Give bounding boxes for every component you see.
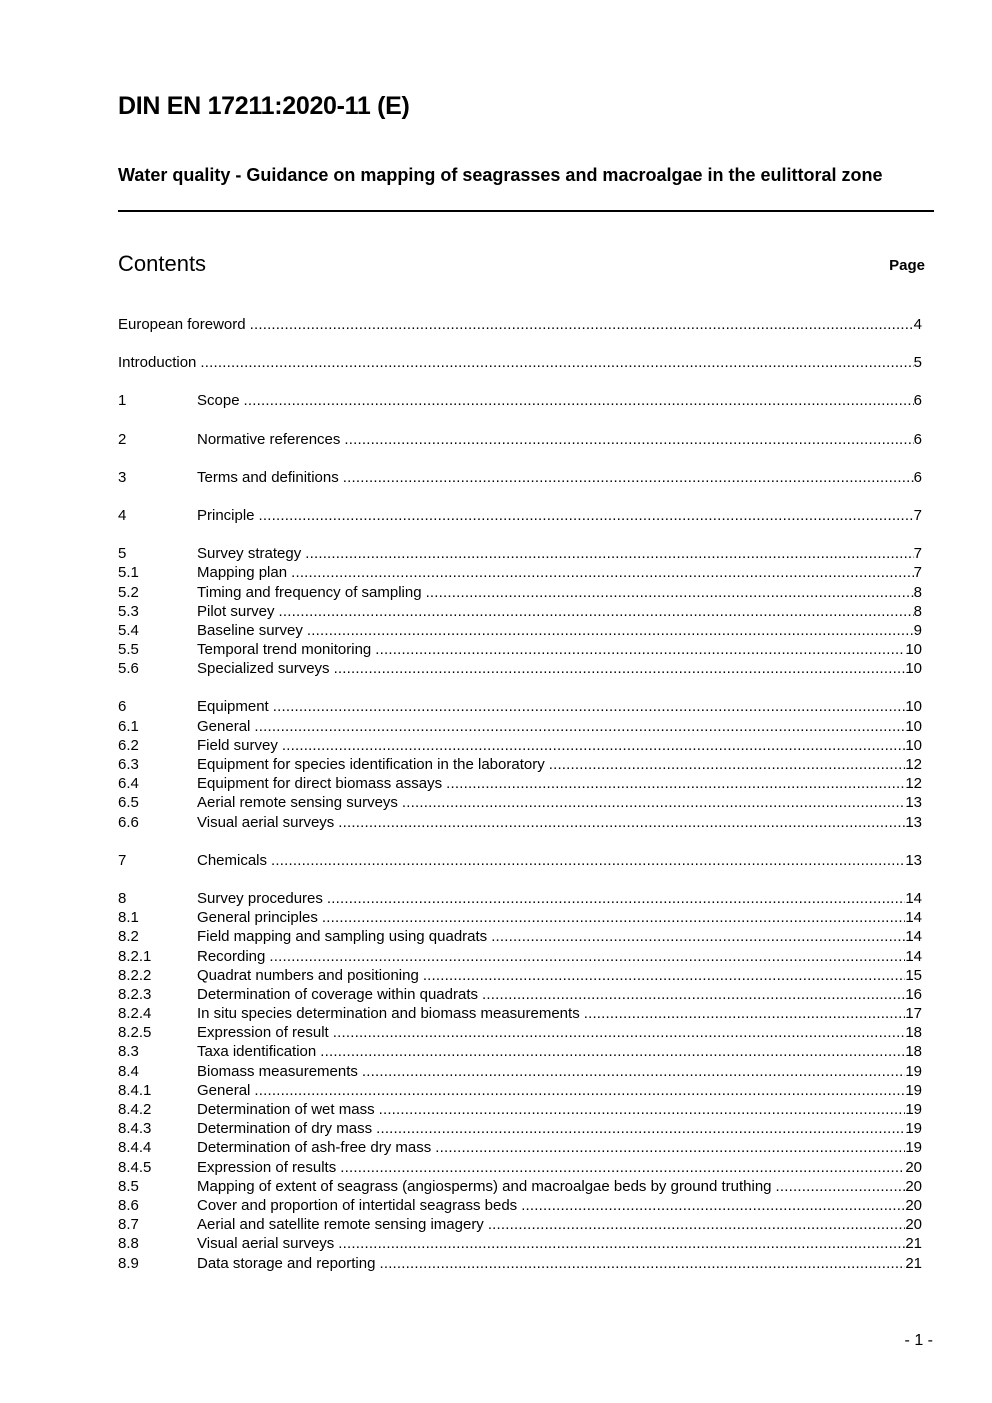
toc-dot-leader: [521, 1196, 905, 1215]
toc-entry-page: 7: [913, 564, 922, 582]
toc-entry-label: Determination of wet mass: [197, 1101, 375, 1118]
toc-dot-leader: [333, 1023, 906, 1042]
toc-entry-label: Taxa identification: [197, 1043, 317, 1061]
toc-entry-number: 8.2.5: [118, 1024, 152, 1042]
toc-entry-number: 8.4.2: [118, 1101, 152, 1118]
toc-entry[interactable]: [118, 755, 922, 774]
toc-entry-label: Equipment for species identification in the laboratory: [197, 756, 545, 773]
toc-entry-page: 4: [913, 316, 922, 333]
toc-dot-leader: [305, 544, 913, 563]
toc-entry-page: 19: [905, 1139, 922, 1157]
toc-entry[interactable]: [118, 717, 922, 736]
toc-entry-label: Aerial and satellite remote sensing imagery: [197, 1216, 484, 1234]
toc-entry-number: 5.1: [118, 564, 139, 582]
toc-entry[interactable]: [118, 1004, 922, 1023]
toc-entry[interactable]: [118, 1138, 922, 1157]
toc-dot-leader: [307, 621, 914, 640]
toc-entry-number: 8: [118, 889, 127, 907]
toc-entry[interactable]: [118, 889, 922, 908]
toc-entry-label: Temporal trend monitoring: [197, 641, 372, 659]
toc-entry-page: 10: [905, 660, 922, 678]
toc-entry[interactable]: [118, 506, 922, 525]
toc-entry-number: 5.4: [118, 621, 139, 639]
toc-entry-page: 10: [905, 698, 922, 716]
toc-entry[interactable]: [118, 544, 922, 563]
toc-entry-page: 19: [905, 1081, 922, 1099]
toc-entry-page: 9: [913, 621, 922, 639]
toc-dot-leader: [322, 908, 905, 927]
contents-heading: Contents: [118, 251, 207, 276]
toc-entry-number: 4: [118, 506, 127, 524]
toc-entry-number: 6.1: [118, 717, 139, 735]
toc-entry-label: Equipment: [197, 698, 269, 716]
toc-entry-page: 13: [905, 851, 922, 869]
toc-entry-label: Visual aerial surveys: [197, 1235, 335, 1253]
toc-entry[interactable]: [118, 315, 922, 334]
toc-entry[interactable]: [118, 774, 922, 793]
toc-entry[interactable]: [118, 1081, 922, 1100]
toc-entry-label: Pilot survey: [197, 602, 275, 620]
toc-entry-number: 8.5: [118, 1177, 139, 1195]
toc-dot-leader: [334, 659, 906, 678]
toc-entry-page: 16: [905, 985, 922, 1003]
toc-entry-number: 6.4: [118, 775, 139, 793]
toc-entry[interactable]: [118, 1254, 922, 1273]
toc-entry-label: Visual aerial surveys: [197, 813, 335, 831]
toc-entry-label: Cover and proportion of intertidal seagrass beds: [197, 1196, 518, 1214]
toc-entry-number: 5.2: [118, 583, 139, 601]
toc-dot-leader: [338, 1234, 905, 1253]
toc-entry-number: 6.2: [118, 736, 139, 754]
toc-entry-label: Chemicals: [197, 851, 268, 869]
toc-dot-leader: [254, 1081, 905, 1100]
toc-entry-number: 5.6: [118, 660, 139, 678]
toc-dot-leader: [327, 889, 905, 908]
toc-entry-label: General: [197, 1081, 251, 1099]
toc-dot-leader: [402, 793, 905, 812]
page-number: - 1 -: [904, 1332, 933, 1349]
toc-entry-label: General: [197, 717, 251, 735]
toc-dot-leader: [200, 353, 913, 372]
toc-entry-number: 8.2.2: [118, 966, 152, 984]
toc-entry-page: 20: [905, 1158, 922, 1176]
document-title: DIN EN 17211:2020-11 (E): [118, 92, 410, 120]
toc-entry[interactable]: [118, 1234, 922, 1253]
toc-entry-label: Specialized surveys: [197, 660, 330, 678]
toc-entry-number: 6: [118, 698, 127, 716]
toc-entry[interactable]: [118, 563, 922, 582]
toc-entry-page: 14: [905, 947, 922, 965]
toc-entry[interactable]: [118, 1119, 922, 1138]
toc-entry-page: 7: [913, 506, 922, 524]
toc-entry-label: In situ species determination and biomass measurements: [197, 1005, 580, 1023]
toc-entry-label: Recording: [197, 947, 266, 965]
toc-entry-label: European foreword: [118, 316, 246, 333]
toc-entry[interactable]: [118, 1062, 922, 1081]
toc-entry-page: 17: [905, 1005, 922, 1023]
toc-dot-leader: [259, 506, 914, 525]
toc-entry[interactable]: [118, 659, 922, 678]
toc-entry-label: Scope: [197, 392, 240, 410]
toc-entry-label: Quadrat numbers and positioning: [197, 966, 419, 984]
toc-entry-label: Terms and definitions: [197, 468, 339, 486]
toc-entry-number: 8.3: [118, 1043, 139, 1061]
toc-entry-page: 6: [913, 430, 922, 448]
toc-entry-page: 13: [905, 813, 922, 831]
toc-entry-label: Survey strategy: [197, 545, 302, 563]
toc-dot-leader: [282, 736, 905, 755]
toc-entry[interactable]: [118, 602, 922, 621]
toc-entry-number: 8.7: [118, 1216, 139, 1234]
toc-entry-number: 8.8: [118, 1235, 139, 1253]
toc-entry[interactable]: [118, 908, 922, 927]
toc-entry-number: 8.2.1: [118, 947, 152, 965]
toc-dot-leader: [344, 430, 913, 449]
toc-entry-number: 8.4.1: [118, 1081, 152, 1099]
toc-dot-leader: [244, 391, 914, 410]
toc-entry-page: 19: [905, 1120, 922, 1138]
toc-dot-leader: [375, 640, 905, 659]
toc-entry[interactable]: [118, 640, 922, 659]
toc-dot-leader: [776, 1177, 906, 1196]
toc-dot-leader: [488, 1215, 906, 1234]
toc-entry-label: Expression of result: [197, 1024, 329, 1042]
toc-dot-leader: [362, 1062, 905, 1081]
toc-entry-number: 5: [118, 545, 127, 563]
toc-entry-label: Determination of dry mass: [197, 1120, 373, 1138]
toc-entry-page: 15: [905, 966, 922, 984]
toc-dot-leader: [340, 1158, 905, 1177]
toc-dot-leader: [320, 1042, 905, 1061]
toc-dot-leader: [250, 315, 914, 334]
toc-entry-page: 21: [905, 1235, 922, 1253]
toc-entry-page: 6: [913, 392, 922, 410]
toc-entry-page: 10: [905, 641, 922, 659]
toc-entry-number: 6.3: [118, 756, 139, 773]
toc-entry-page: 13: [905, 794, 922, 812]
toc-entry-page: 14: [905, 909, 922, 927]
toc-entry[interactable]: [118, 1196, 922, 1215]
toc-entry-label: Field survey: [197, 736, 278, 754]
toc-entry-label: Expression of results: [197, 1158, 337, 1176]
toc-entry[interactable]: [118, 353, 922, 372]
toc-dot-leader: [279, 602, 914, 621]
toc-entry-page: 8: [913, 602, 922, 620]
toc-entry-label: General principles: [197, 909, 318, 927]
toc-entry[interactable]: [118, 1215, 922, 1234]
toc-entry-page: 19: [905, 1101, 922, 1118]
toc-dot-leader: [446, 774, 905, 793]
toc-entry-number: 5.5: [118, 641, 139, 659]
toc-entry-page: 18: [905, 1043, 922, 1061]
toc-entry-number: 6.6: [118, 813, 139, 831]
toc-entry-label: Aerial remote sensing surveys: [197, 794, 398, 812]
toc-dot-leader: [379, 1100, 906, 1119]
toc-entry-page: 21: [905, 1254, 922, 1272]
document-subtitle: Water quality - Guidance on mapping of seagrasses and macroalgae in the eulittoral zone: [118, 165, 883, 185]
toc-entry-number: 2: [118, 430, 127, 448]
toc-dot-leader: [338, 813, 905, 832]
toc-entry-label: Equipment for direct biomass assays: [197, 775, 443, 793]
toc-entry-page: 8: [913, 583, 922, 601]
toc-entry-number: 8.9: [118, 1254, 139, 1272]
toc-entry-page: 14: [905, 928, 922, 946]
toc-entry-label: Timing and frequency of sampling: [197, 583, 422, 601]
toc-entry-number: 8.2.3: [118, 985, 152, 1003]
toc-entry-label: Principle: [197, 506, 255, 524]
toc-entry[interactable]: [118, 985, 922, 1004]
table-of-contents: [118, 315, 922, 1273]
toc-entry-label: Field mapping and sampling using quadrats: [197, 928, 488, 946]
toc-dot-leader: [269, 947, 905, 966]
toc-entry-label: Normative references: [197, 430, 341, 448]
toc-entry-page: 7: [913, 545, 922, 563]
toc-entry-number: 5.3: [118, 602, 139, 620]
toc-entry[interactable]: [118, 966, 922, 985]
toc-entry-page: 6: [913, 468, 922, 486]
toc-entry-number: 8.4: [118, 1062, 139, 1080]
toc-dot-leader: [426, 583, 914, 602]
toc-entry-page: 20: [905, 1216, 922, 1234]
toc-entry[interactable]: [118, 1042, 922, 1061]
toc-entry[interactable]: [118, 621, 922, 640]
toc-entry-number: 3: [118, 468, 127, 486]
toc-entry[interactable]: [118, 430, 922, 449]
toc-entry-number: 8.4.4: [118, 1139, 152, 1157]
toc-entry-page: 12: [905, 775, 922, 793]
toc-entry[interactable]: [118, 1100, 922, 1119]
toc-entry-number: 8.1: [118, 909, 139, 927]
toc-dot-leader: [584, 1004, 906, 1023]
toc-entry[interactable]: [118, 1023, 922, 1042]
toc-entry-page: 20: [905, 1177, 922, 1195]
toc-entry-label: Determination of ash-free dry mass: [197, 1139, 432, 1157]
toc-dot-leader: [376, 1119, 905, 1138]
toc-dot-leader: [549, 755, 906, 774]
toc-entry-number: 6.5: [118, 794, 139, 812]
toc-entry-number: 8.2.4: [118, 1005, 152, 1023]
toc-entry[interactable]: [118, 851, 922, 870]
toc-dot-leader: [291, 563, 914, 582]
toc-entry-page: 18: [905, 1024, 922, 1042]
toc-dot-leader: [343, 468, 914, 487]
toc-entry-label: Baseline survey: [197, 621, 303, 639]
toc-dot-leader: [379, 1254, 905, 1273]
toc-entry-page: 14: [905, 889, 922, 907]
toc-entry-number: 8.6: [118, 1196, 139, 1214]
toc-entry-page: 10: [905, 717, 922, 735]
toc-entry[interactable]: [118, 736, 922, 755]
toc-entry-label: Mapping plan: [197, 564, 288, 582]
toc-dot-leader: [254, 717, 905, 736]
toc-dot-leader: [491, 927, 905, 946]
toc-entry[interactable]: [118, 927, 922, 946]
toc-entry-page: 12: [905, 756, 922, 773]
toc-entry-label: Survey procedures: [197, 889, 323, 907]
toc-entry-label: Biomass measurements: [197, 1062, 358, 1080]
toc-dot-leader: [273, 697, 906, 716]
toc-entry[interactable]: [118, 697, 922, 716]
toc-entry[interactable]: [118, 1158, 922, 1177]
toc-entry[interactable]: [118, 813, 922, 832]
toc-entry-label: Data storage and reporting: [197, 1254, 376, 1272]
toc-dot-leader: [271, 851, 905, 870]
toc-entry-number: 7: [118, 851, 127, 869]
toc-entry[interactable]: [118, 1177, 922, 1196]
toc-entry[interactable]: [118, 391, 922, 410]
toc-entry-number: 1: [118, 392, 127, 410]
toc-entry[interactable]: [118, 583, 922, 602]
toc-entry-page: 10: [905, 736, 922, 754]
toc-entry-number: 8.2: [118, 928, 139, 946]
toc-entry-number: 8.4.5: [118, 1158, 152, 1176]
toc-entry-number: 8.4.3: [118, 1120, 152, 1138]
title-rule: [118, 210, 934, 212]
toc-dot-leader: [435, 1138, 905, 1157]
toc-entry[interactable]: [118, 468, 922, 487]
toc-entry-page: 5: [913, 354, 922, 372]
toc-entry-page: 19: [905, 1062, 922, 1080]
toc-entry-label: Introduction: [118, 354, 197, 372]
page-column-label: Page: [889, 257, 925, 274]
toc-entry-label: Determination of coverage within quadrats: [197, 985, 478, 1003]
toc-dot-leader: [423, 966, 906, 985]
toc-dot-leader: [482, 985, 905, 1004]
toc-entry[interactable]: [118, 947, 922, 966]
toc-entry-page: 20: [905, 1196, 922, 1214]
toc-entry-label: Mapping of extent of seagrass (angiosperms) and macroalgae beds by ground truthing: [197, 1177, 772, 1195]
toc-entry[interactable]: [118, 793, 922, 812]
